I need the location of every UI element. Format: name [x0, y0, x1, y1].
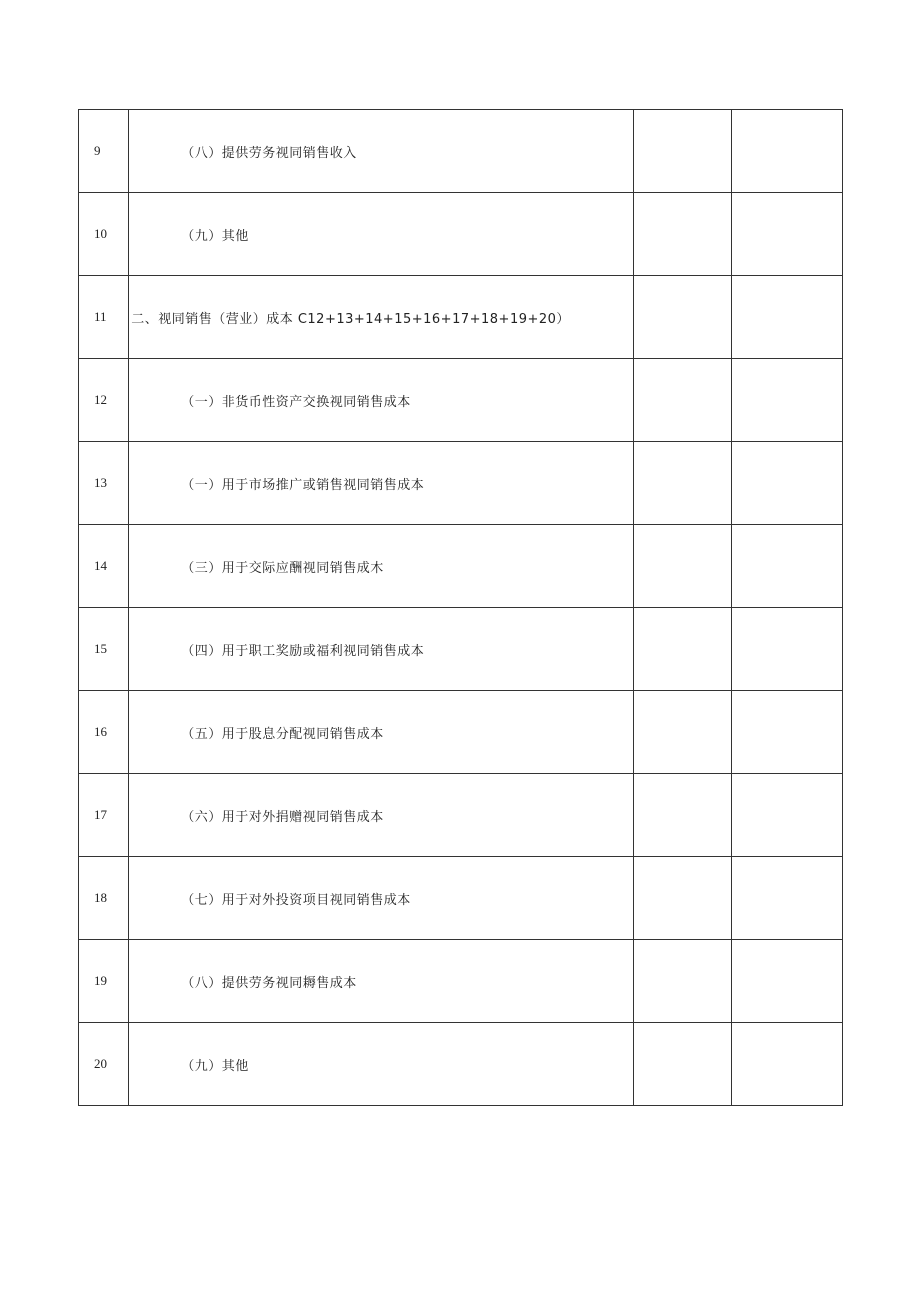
table-row	[79, 359, 843, 442]
table-row	[79, 608, 843, 691]
table-row	[79, 442, 843, 525]
amount-cell-a[interactable]	[634, 525, 731, 608]
table-row	[79, 1023, 843, 1106]
amount-cell-b[interactable]	[731, 110, 842, 193]
row-number: 13	[79, 442, 129, 525]
table-row	[79, 110, 843, 193]
row-number: 12	[79, 359, 129, 442]
amount-cell-a[interactable]	[634, 193, 731, 276]
row-item-label: （八）提供劳务视同销售收入	[129, 110, 634, 193]
row-number: 10	[79, 193, 129, 276]
amount-cell-b[interactable]	[731, 442, 842, 525]
amount-cell-b[interactable]	[731, 359, 842, 442]
amount-cell-b[interactable]	[731, 940, 842, 1023]
amount-cell-a[interactable]	[634, 691, 731, 774]
row-item-label: （九）其他	[129, 1023, 634, 1106]
table-row	[79, 193, 843, 276]
amount-cell-a[interactable]	[634, 276, 731, 359]
table-row	[79, 525, 843, 608]
row-number: 15	[79, 608, 129, 691]
table-body	[79, 110, 843, 1106]
row-item-label: （八）提供劳务视同耨售成本	[129, 940, 634, 1023]
amount-cell-a[interactable]	[634, 1023, 731, 1106]
row-item-label: （一）用于市场推广或销售视同销售成本	[129, 442, 634, 525]
table-row	[79, 857, 843, 940]
row-number: 20	[79, 1023, 129, 1106]
row-item-label: （九）其他	[129, 193, 634, 276]
amount-cell-b[interactable]	[731, 193, 842, 276]
amount-cell-a[interactable]	[634, 442, 731, 525]
amount-cell-a[interactable]	[634, 359, 731, 442]
row-item-label: （一）非货币性资产交换视同销售成本	[129, 359, 634, 442]
amount-cell-b[interactable]	[731, 774, 842, 857]
row-number: 11	[79, 276, 129, 359]
row-number: 14	[79, 525, 129, 608]
amount-cell-b[interactable]	[731, 608, 842, 691]
amount-cell-b[interactable]	[731, 276, 842, 359]
row-number: 19	[79, 940, 129, 1023]
amount-cell-b[interactable]	[731, 691, 842, 774]
amount-cell-b[interactable]	[731, 857, 842, 940]
amount-cell-b[interactable]	[731, 1023, 842, 1106]
amount-cell-a[interactable]	[634, 774, 731, 857]
table-row	[79, 276, 843, 359]
table-row	[79, 691, 843, 774]
amount-cell-a[interactable]	[634, 857, 731, 940]
row-number: 18	[79, 857, 129, 940]
table-row	[79, 940, 843, 1023]
row-item-label: （五）用于股息分配视同销售成本	[129, 691, 634, 774]
row-item-label: （七）用于对外投资项目视同销售成本	[129, 857, 634, 940]
row-item-label: （四）用于职工奖励或福利视同销售成本	[129, 608, 634, 691]
amount-cell-a[interactable]	[634, 110, 731, 193]
amount-cell-a[interactable]	[634, 940, 731, 1023]
row-item-label: （六）用于对外捐赠视同销售成本	[129, 774, 634, 857]
row-item-label: （三）用于交际应酬视同销售成木	[129, 525, 634, 608]
row-number: 16	[79, 691, 129, 774]
adjustment-table	[78, 109, 843, 1106]
amount-cell-a[interactable]	[634, 608, 731, 691]
row-number: 9	[79, 110, 129, 193]
row-number: 17	[79, 774, 129, 857]
row-item-label: 二、视同销售（营业）成本 C12+13+14+15+16+17+18+19+20）	[129, 276, 634, 359]
amount-cell-b[interactable]	[731, 525, 842, 608]
table-row	[79, 774, 843, 857]
